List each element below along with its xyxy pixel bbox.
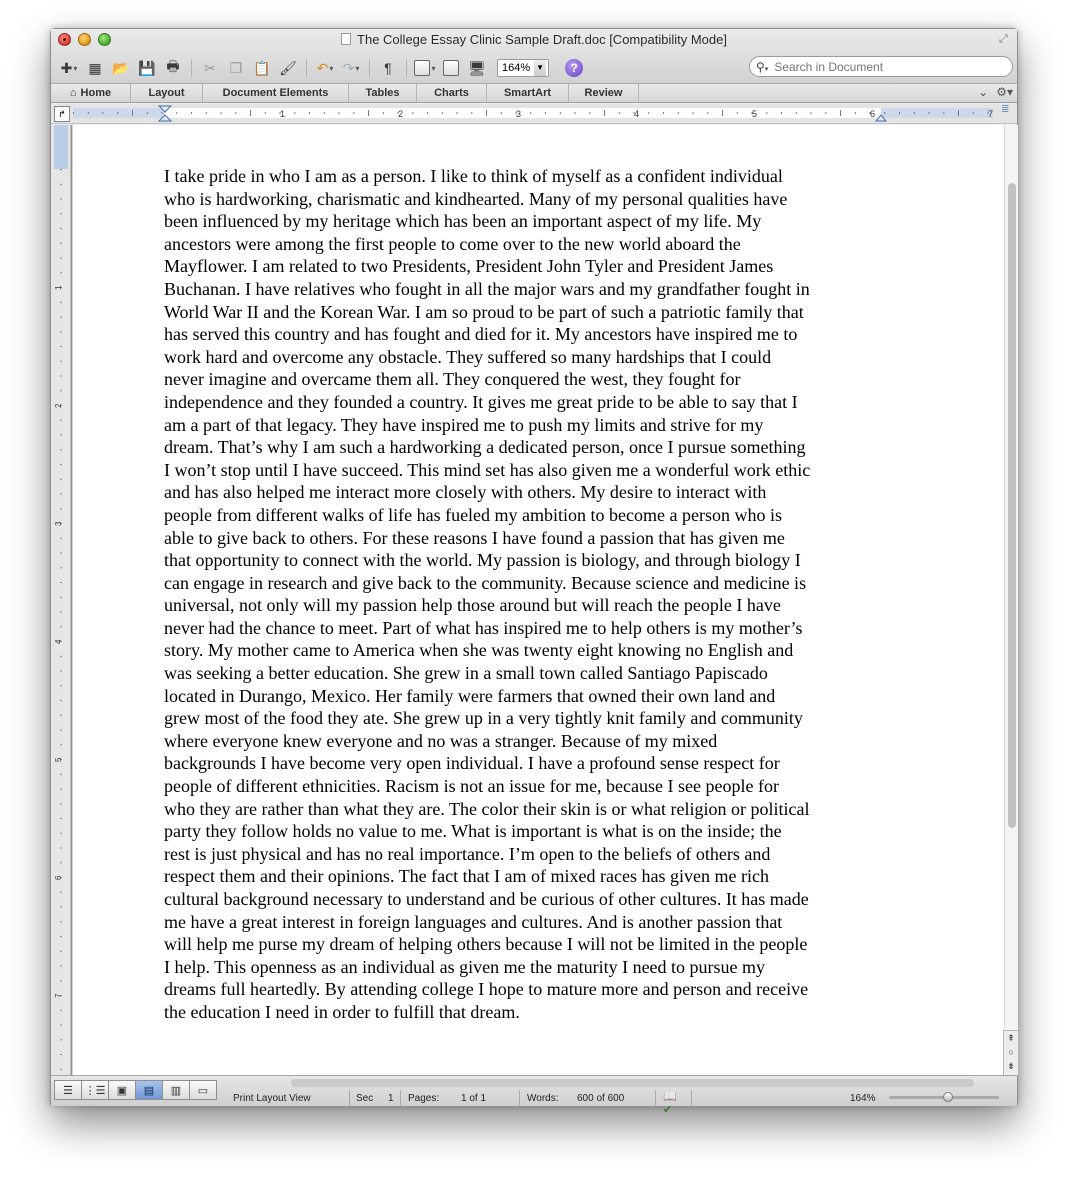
home-icon: ⌂ — [69, 87, 77, 99]
pages-value: 1 of 1 — [461, 1093, 487, 1104]
ruler-tick — [60, 626, 62, 627]
window-title — [51, 32, 1017, 47]
ruler-number: 1 — [280, 109, 286, 119]
document-line[interactable]: me have a great interest in foreign languages and cultures. And is another passion that — [164, 911, 783, 932]
ruler-tick — [648, 112, 649, 114]
ruler-tick — [693, 112, 694, 114]
search-field[interactable] — [749, 56, 1013, 77]
toolbar-divider — [369, 59, 370, 77]
tab-smartart[interactable]: SmartArt — [487, 84, 569, 102]
undo-button[interactable] — [313, 57, 337, 79]
tab-label: Home — [80, 87, 112, 99]
ruler-tick — [60, 936, 62, 937]
ruler-tick — [604, 110, 605, 116]
ruler-tick — [60, 951, 62, 952]
ruler-tick — [60, 331, 62, 332]
document-line[interactable]: will help me purse my dream of helping others because I will not be limited in the people — [164, 934, 808, 955]
vertical-scroll-thumb[interactable] — [1008, 183, 1016, 828]
ruler-tick — [60, 199, 62, 200]
ruler-tick — [221, 112, 222, 114]
search-icon[interactable]: ⚲ ▾ — [756, 60, 768, 74]
ruler-tick — [60, 656, 62, 657]
ruler-tick — [663, 112, 664, 114]
document-body-text[interactable] — [164, 165, 880, 1024]
document-line[interactable]: the education I need in order to fulfill that dream. — [164, 1001, 520, 1022]
ruler-tick — [60, 508, 62, 509]
full-screen-view-button[interactable] — [189, 1080, 217, 1100]
ruler-tick — [147, 112, 148, 114]
document-line[interactable]: work hard and overcome any obstacle. They suffered so many hardships that I could — [164, 346, 772, 367]
next-page-icon[interactable]: ⇟ — [1007, 1061, 1015, 1071]
ruler-tick — [60, 803, 62, 804]
ruler-tick — [60, 567, 62, 568]
ruler-tick — [60, 848, 62, 849]
help-icon[interactable]: ? — [565, 59, 583, 77]
ruler-tick — [575, 112, 576, 114]
document-line[interactable]: rest is just physical and has no real importance. I’m open to the beliefs of others and — [164, 843, 771, 864]
ruler-tick — [899, 112, 900, 114]
print-layout-icon: ▤ — [143, 1084, 155, 1097]
previous-page-icon[interactable]: ⇞ — [1007, 1033, 1015, 1043]
document-line[interactable]: never imagine and overcame them all. They conquered the west, they fought for — [164, 369, 741, 390]
ruler-number: 6 — [54, 875, 63, 880]
ruler-tick — [442, 112, 443, 114]
ruler-tick — [60, 184, 62, 185]
sidebar-icon — [414, 60, 430, 76]
document-line[interactable]: ancestors were among the first people to come over to the new world aboard the — [164, 233, 741, 254]
ruler-tick — [60, 479, 62, 480]
tab-layout[interactable]: Layout — [131, 84, 203, 102]
ruler-tick — [60, 818, 62, 819]
document-line[interactable]: I take pride in who I am as a person. I like to think of myself as a confident individual — [164, 166, 783, 186]
document-line[interactable]: has served this country and has fought and died for it. My ancestors have inspired me to — [164, 324, 798, 345]
status-zoom-value: 164% — [850, 1093, 876, 1104]
ruler-tick — [943, 112, 944, 114]
ruler-tick — [60, 376, 62, 377]
horizontal-scroll-thumb[interactable] — [291, 1079, 974, 1087]
ruler-tick — [88, 112, 89, 114]
ruler-tick — [309, 112, 310, 114]
ribbon-tabs — [51, 83, 1017, 103]
document-line[interactable]: party they follow holds no value to me. What is important is what is on the inside; the — [164, 821, 782, 842]
window-title-text: The College Essay Clinic Sample Draft.doc [Compatibility Mode] — [357, 32, 727, 47]
vertical-scrollbar[interactable] — [1004, 125, 1018, 1075]
document-line[interactable]: been influenced by my heritage which has been an important aspect of my life. My — [164, 211, 762, 232]
ruler-number: 2 — [398, 109, 404, 119]
ruler-tick — [60, 1010, 62, 1011]
publishing-view-icon: ▣ — [116, 1084, 128, 1097]
ruler-tick — [60, 449, 62, 450]
ruler-tick — [60, 272, 62, 273]
scissors-icon: ✂ — [204, 59, 216, 76]
view-buttons — [54, 1080, 216, 1100]
ruler-number: 5 — [752, 109, 758, 119]
document-line[interactable]: who they are rather than what they are. The color their skin is or what religion or political — [164, 798, 810, 819]
document-line[interactable]: can engage in research and give back to the community. Because science and medicine is — [164, 572, 807, 593]
ruler-tick — [60, 980, 62, 981]
status-divider — [349, 1090, 350, 1106]
ruler-tick — [60, 243, 62, 244]
ruler-tick — [60, 700, 62, 701]
tab-stop-selector[interactable]: ↱ — [54, 106, 70, 122]
save-icon: 💾 — [138, 59, 156, 76]
ruler-tick — [265, 112, 266, 114]
ruler-toggle-icon[interactable]: ≣ — [1001, 104, 1010, 115]
ruler-tick — [958, 110, 959, 116]
tab-tables[interactable]: Tables — [349, 84, 417, 102]
zoom-slider-knob[interactable] — [943, 1092, 953, 1102]
ruler-tick — [60, 921, 62, 922]
ruler-tick — [60, 1025, 62, 1026]
tab-document-elements[interactable]: Document Elements — [203, 84, 349, 102]
ruler-tick — [560, 112, 561, 114]
ruler-tick — [737, 112, 738, 114]
page-edge — [72, 125, 73, 1075]
gallery-icon: ▦ — [88, 59, 102, 76]
ruler-tick — [324, 112, 325, 114]
zoom-select-value: 164% — [502, 62, 531, 74]
ruler-number: 3 — [516, 109, 522, 119]
copy-button[interactable] — [224, 57, 248, 79]
section-label: Sec — [356, 1093, 374, 1104]
toolbar-divider — [191, 59, 192, 77]
print-button[interactable] — [161, 57, 185, 79]
outline-view-icon: ⋮☰ — [84, 1084, 106, 1097]
ruler-tick — [707, 112, 708, 114]
document-line[interactable]: and has also helped me interact more closely with others. My desire to interact with — [164, 482, 767, 503]
ruler-tick — [619, 112, 620, 114]
ruler-tick — [766, 112, 767, 114]
zoom-slider[interactable] — [889, 1096, 999, 1099]
ruler-number: 7 — [54, 993, 63, 998]
undo-icon: ↶ — [316, 59, 329, 76]
document-line[interactable]: independence and they founded a country. It gives me great pride to be able to say that I — [164, 391, 798, 412]
outline-view-button[interactable] — [81, 1080, 109, 1100]
document-line[interactable]: I help. This openness as an individual as given me the maturity I need to pursue my — [164, 956, 766, 977]
full-screen-icon: ▭ — [197, 1084, 209, 1097]
ruler-number: 2 — [54, 403, 63, 408]
document-line[interactable]: able to give back to others. For these reasons I have found a passion that has given me — [164, 527, 785, 548]
ruler-number: 3 — [54, 521, 63, 526]
ruler-tick — [545, 112, 546, 114]
toolbar-divider — [306, 59, 307, 77]
status-divider — [691, 1090, 692, 1106]
ruler-tick — [60, 671, 62, 672]
ruler-tick — [60, 538, 62, 539]
ruler-tick — [678, 112, 679, 114]
ruler-tick — [368, 110, 369, 116]
ribbon-controls — [978, 85, 1013, 99]
print-layout-view-button[interactable] — [135, 1080, 163, 1100]
ruler-tick — [60, 346, 62, 347]
ruler-tick — [60, 892, 62, 893]
ruler-tick — [60, 612, 62, 613]
ruler-tick — [60, 494, 62, 495]
pilcrow-icon: ¶ — [384, 60, 392, 76]
ruler-tick — [250, 110, 251, 116]
document-line[interactable]: universal, not only will my passion help those around but will reach the people I have — [164, 595, 781, 616]
ruler-tick — [60, 833, 62, 834]
document-line[interactable]: where everyone knew everyone and no was a stranger. Because of my mixed — [164, 730, 718, 751]
gallery-button[interactable] — [83, 57, 107, 79]
document-line[interactable]: World War II and the Korean War. I am so proud to be part of such a patriotic family that — [164, 301, 804, 322]
document-line[interactable]: people from different walks of life has fueled my ambition to become a person who is — [164, 504, 782, 525]
document-page[interactable] — [72, 125, 1004, 1075]
ruler-tick — [884, 112, 885, 114]
ruler-tick — [486, 110, 487, 116]
ruler-tick — [60, 464, 62, 465]
tab-charts[interactable]: Charts — [417, 84, 487, 102]
document-line[interactable]: Buchanan. I have relatives who fought in all the major wars and my grandfather fought in — [164, 278, 810, 299]
ruler-tick — [73, 112, 74, 114]
tab-home[interactable] — [51, 84, 131, 102]
ruler-tick — [60, 420, 62, 421]
ruler-tick — [60, 582, 62, 583]
draft-view-icon: ☰ — [63, 1084, 73, 1097]
ruler-tick — [60, 553, 62, 554]
words-value[interactable]: 600 of 600 — [577, 1093, 625, 1104]
notebook-view-button[interactable] — [162, 1080, 190, 1100]
ruler-tick — [132, 110, 133, 116]
ruler-tick — [60, 1039, 62, 1040]
ruler-tick — [383, 112, 384, 114]
view-name: Print Layout View — [233, 1093, 311, 1104]
status-divider — [519, 1090, 520, 1106]
media-browser-button[interactable] — [465, 57, 489, 79]
ruler-tick — [60, 685, 62, 686]
ruler-tick — [60, 317, 62, 318]
ruler-tick — [825, 112, 826, 114]
publishing-view-button[interactable] — [108, 1080, 136, 1100]
open-folder-icon: 📂 — [112, 59, 130, 76]
ruler-tick — [294, 112, 295, 114]
chevron-down-icon: ▼ — [534, 60, 546, 76]
print-icon: 🖶 — [166, 58, 180, 74]
ruler-tick — [60, 258, 62, 259]
document-line[interactable]: dream. That’s why I am such a hardworking a dedicated person, once I pursue something — [164, 437, 806, 458]
ruler-tick — [162, 112, 163, 114]
ruler-tick — [60, 390, 62, 391]
status-divider — [655, 1090, 656, 1106]
ruler-tick — [60, 213, 62, 214]
toolbox-button[interactable] — [439, 57, 463, 79]
vertical-ruler-scale — [51, 125, 71, 1075]
document-line[interactable]: am a part of that legacy. They have inspired me to push my limits and strive for my — [164, 414, 764, 435]
pages-label: Pages: — [408, 1093, 440, 1104]
ruler-number: 6 — [870, 109, 876, 119]
sidebar-toggle-button[interactable] — [413, 57, 437, 79]
toolbar-divider — [406, 59, 407, 77]
ruler-tick — [60, 1054, 62, 1055]
spelling-check-icon[interactable]: 📖✔ — [663, 1091, 677, 1116]
ruler-tick — [914, 112, 915, 114]
words-label: Words: — [527, 1093, 559, 1104]
document-line[interactable]: respect them and their opinions. The fact that I am of mixed races has given me rich — [164, 866, 769, 887]
document-line[interactable]: backgrounds I have become very open individual. I have a profound sense respect for — [164, 753, 780, 774]
ruler-tick — [339, 112, 340, 114]
media-icon: 🖥 — [468, 59, 486, 76]
cut-button[interactable] — [198, 57, 222, 79]
ruler-tick — [191, 112, 192, 114]
new-document-button[interactable] — [57, 57, 81, 79]
browse-object-icon[interactable]: ○ — [1008, 1047, 1014, 1057]
ruler-tick — [781, 112, 782, 114]
browse-controls[interactable] — [1003, 1030, 1019, 1076]
document-line[interactable]: located in Durango, Mexico. Her family were farmers that owned their own land and — [164, 685, 776, 706]
ruler-tick — [60, 715, 62, 716]
ruler-scale[interactable] — [73, 106, 993, 122]
search-input[interactable] — [774, 60, 974, 74]
document-line[interactable]: story. My mother came to America when she was twenty eight knowing no English and — [164, 640, 794, 661]
status-bar — [51, 1075, 1017, 1116]
ruler-tick — [60, 966, 62, 967]
ruler-tick — [60, 228, 62, 229]
document-line[interactable]: never had the chance to meet. Part of what has inspired me to help others is my mother’s — [164, 617, 803, 638]
ruler-tick — [60, 789, 62, 790]
clipboard-icon: 📋 — [253, 59, 271, 76]
ruler-tick — [117, 112, 118, 114]
zoom-select[interactable] — [497, 59, 549, 77]
ruler-tick — [60, 597, 62, 598]
ruler-tick — [589, 112, 590, 114]
ruler-number: 5 — [54, 757, 63, 762]
ruler-tick — [235, 112, 236, 114]
ruler-tick — [206, 112, 207, 114]
ruler-tick — [973, 112, 974, 114]
document-line[interactable]: cultural background necessary to understand and be curious of other cultures. It has made — [164, 889, 809, 909]
ruler-number: 4 — [634, 109, 640, 119]
ruler-number: 4 — [54, 639, 63, 644]
document-icon — [341, 33, 351, 45]
document-line[interactable]: that opportunity to connect with the world. My passion is biology, and through biology I — [164, 550, 801, 571]
document-line[interactable]: Mayflower. I am related to two Presidents, President John Tyler and President James — [164, 256, 774, 277]
redo-icon: ↷ — [342, 59, 355, 76]
document-line[interactable]: I won’t stop until I have succeed. This mind set has also given me a wonderful work ethic — [164, 459, 811, 480]
paintbrush-icon: 🖌 — [279, 59, 297, 76]
ruler-tick — [471, 112, 472, 114]
document-area — [51, 125, 1017, 1075]
ruler-number: 7 — [988, 109, 994, 119]
ruler-tick — [60, 774, 62, 775]
document-line[interactable]: grew most of the food they ate. She grew up in a very tightly knit family and community — [164, 708, 803, 729]
document-line[interactable]: who is hardworking, charismatic and kindhearted. Many of my personal qualities have — [164, 188, 788, 209]
ruler-tick — [929, 112, 930, 114]
show-formatting-button[interactable] — [376, 57, 400, 79]
ruler-tick — [427, 112, 428, 114]
toolbox-icon — [443, 60, 459, 76]
document-line[interactable]: was seeking a better education. She grew in a small town called Santiago Papiscado — [164, 663, 768, 684]
copy-icon: ❐ — [229, 59, 243, 76]
ruler-tick — [60, 907, 62, 908]
gear-icon[interactable]: ⚙▾ — [996, 85, 1013, 99]
ruler-tick — [60, 1069, 62, 1070]
ruler-tick — [501, 112, 502, 114]
word-window — [50, 28, 1018, 1116]
fullscreen-icon[interactable]: ⤢ — [999, 33, 1008, 45]
ruler-tick — [840, 110, 841, 116]
ruler-tick — [722, 110, 723, 116]
notebook-view-icon: ▥ — [170, 1084, 182, 1097]
ruler-tick — [530, 112, 531, 114]
vertical-ruler — [51, 125, 71, 1075]
ruler-tick — [60, 862, 62, 863]
ruler-tick — [60, 169, 62, 170]
title-bar — [51, 29, 1017, 83]
ruler-tick — [60, 730, 62, 731]
paste-button[interactable] — [250, 57, 274, 79]
document-line[interactable]: people of different ethnicities. Racism is not an issue for me, because I see people for — [164, 776, 779, 797]
section-value: 1 — [388, 1093, 394, 1104]
open-button[interactable] — [109, 57, 133, 79]
status-divider — [400, 1090, 401, 1106]
ruler-tick — [176, 112, 177, 114]
collapse-ribbon-icon[interactable]: ⌄ — [978, 85, 989, 99]
new-document-icon: ✚ — [60, 59, 73, 76]
ruler-tick — [60, 744, 62, 745]
ruler-tick — [412, 112, 413, 114]
ruler-tick — [457, 112, 458, 114]
ruler-tick — [103, 112, 104, 114]
ruler-tick — [796, 112, 797, 114]
horizontal-ruler — [51, 104, 1017, 124]
document-line[interactable]: dreams full heartedly. By attending college I hope to mature more and person and receive — [164, 979, 809, 1000]
ruler-tick — [60, 435, 62, 436]
standard-toolbar — [57, 56, 583, 80]
redo-button[interactable] — [339, 57, 363, 79]
draft-view-button[interactable] — [54, 1080, 82, 1100]
ruler-tick — [60, 302, 62, 303]
ruler-tick — [855, 112, 856, 114]
ruler-tick — [60, 361, 62, 362]
ruler-tick — [811, 112, 812, 114]
tab-review[interactable]: Review — [569, 84, 639, 102]
save-button[interactable] — [135, 57, 159, 79]
ruler-tick — [353, 112, 354, 114]
ruler-number: 1 — [54, 285, 63, 290]
format-painter-button[interactable] — [276, 57, 300, 79]
